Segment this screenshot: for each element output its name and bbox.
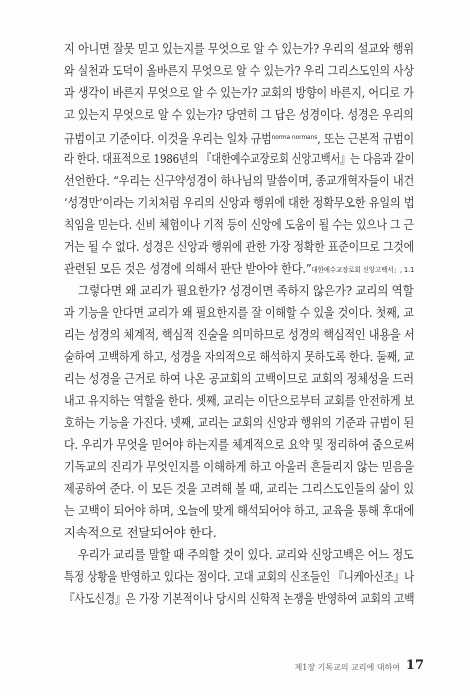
text-line: 라 한다. 대표적으로 1986년의 『대한예수교장로회 신앙고백서』는 다음과 같이 — [64, 151, 415, 166]
text-line — [64, 126, 414, 148]
text-line: 과 생각이 바른지 무엇으로 알 수 있는가? 교회의 방향이 바른지, 어디로 가 — [64, 85, 414, 100]
text-line: 지 아니면 잘못 믿고 있는지를 무엇으로 알 수 있는가? 우리의 설교와 행위 — [64, 41, 414, 56]
text-line: 『사도신경』은 가장 기본적이나 당시의 신학적 논쟁을 반영하여 교회의 고백 — [64, 591, 415, 606]
page-number: 17 — [405, 658, 424, 673]
text-line: 는 고백이 되어야 하며, 오늘에 맞게 해석되어야 하고, 교육을 통해 후대에 — [64, 503, 415, 518]
running-footer-chapter: 제1장 기독교의 교리에 대하여 — [294, 663, 400, 672]
text-line: 특정 상황을 반영하고 있다는 점이다. 고대 교회의 신조들인 『니케아신조』나 — [64, 569, 415, 584]
text-line: 지속적으로 전달되어야 한다. — [64, 525, 217, 540]
text-line: 제공하여 준다. 이 모든 것을 고려해 볼 때, 교리는 그리스도인들의 삶이 있 — [64, 481, 414, 496]
text-line: 술하여 고백하게 하고, 성경을 자의적으로 해석하지 못하도록 한다. 둘째, 교 — [64, 349, 414, 364]
line-text: , 또는 근본적 규범이 — [317, 131, 414, 146]
text-line: 칙임을 믿는다. 신비 체험이나 기적 등이 신앙에 도움이 될 수는 있으나 그 근 — [64, 217, 414, 232]
page-footer — [0, 658, 470, 678]
text-line: ‘성경만’이라는 기치처럼 우리의 신앙과 행위에 대한 정확무오한 유일의 법 — [64, 195, 415, 210]
text-line: 와 실천과 도덕이 올바른지 무엇으로 알 수 있는가? 우리 그리스도인의 사상 — [64, 63, 414, 78]
text-line — [64, 258, 414, 280]
citation-note: 대한예수교장로회 신앙고백서」, 1.1 — [311, 266, 415, 274]
text-line: 과 기능을 안다면 교리가 왜 필요한지를 잘 이해할 수 있을 것이다. 첫째, 교 — [64, 305, 414, 320]
text-line: 리는 성경의 체계적, 핵심적 진술을 의미하므로 성경의 핵심적인 내용을 서 — [64, 327, 415, 342]
text-line: 내고 유지하는 역할을 한다. 셋째, 교리는 이단으로부터 교회를 안전하게 보 — [64, 393, 415, 408]
text-line: 리는 성경을 근거로 하여 나온 공교회의 고백이므로 교회의 정체성을 드러 — [64, 371, 414, 386]
text-line: 그렇다면 왜 교리가 필요한가? 성경이면 족하지 않은가? 교리의 역할 — [78, 283, 414, 298]
text-line: 기독교의 진리가 무엇인지를 이해하게 하고 아울러 흔들리지 않는 믿음을 — [64, 459, 414, 474]
latin-gloss: norma normans — [271, 133, 318, 141]
text-line: 호하는 기능을 가진다. 넷째, 교리는 교회의 신앙과 행위의 기준과 규범이 된 — [64, 415, 414, 430]
text-line: 우리가 교리를 말할 때 주의할 것이 있다. 교리와 신앙고백은 어느 정도 — [78, 547, 414, 562]
line-text: 규범이고 기준이다. 이것을 우리는 일차 규범 — [64, 131, 272, 146]
line-text: 관련된 모든 것은 성경에 의해서 판단 받아야 한다.” — [64, 261, 312, 276]
text-line: 다. 우리가 무엇을 믿어야 하는지를 체계적으로 요약 및 정리하여 줌으로써 — [64, 437, 415, 452]
text-line: 선언한다. “우리는 신구약성경이 하나님의 말씀이며, 종교개혁자들이 내건 — [64, 173, 415, 188]
text-line: 거는 될 수 없다. 성경은 신앙과 행위에 관한 가장 정확한 표준이므로 그것에 — [64, 239, 414, 254]
text-line: 고 있는지 무엇으로 알 수 있는가? 당연히 그 답은 성경이다. 성경은 우리의 — [64, 107, 414, 122]
